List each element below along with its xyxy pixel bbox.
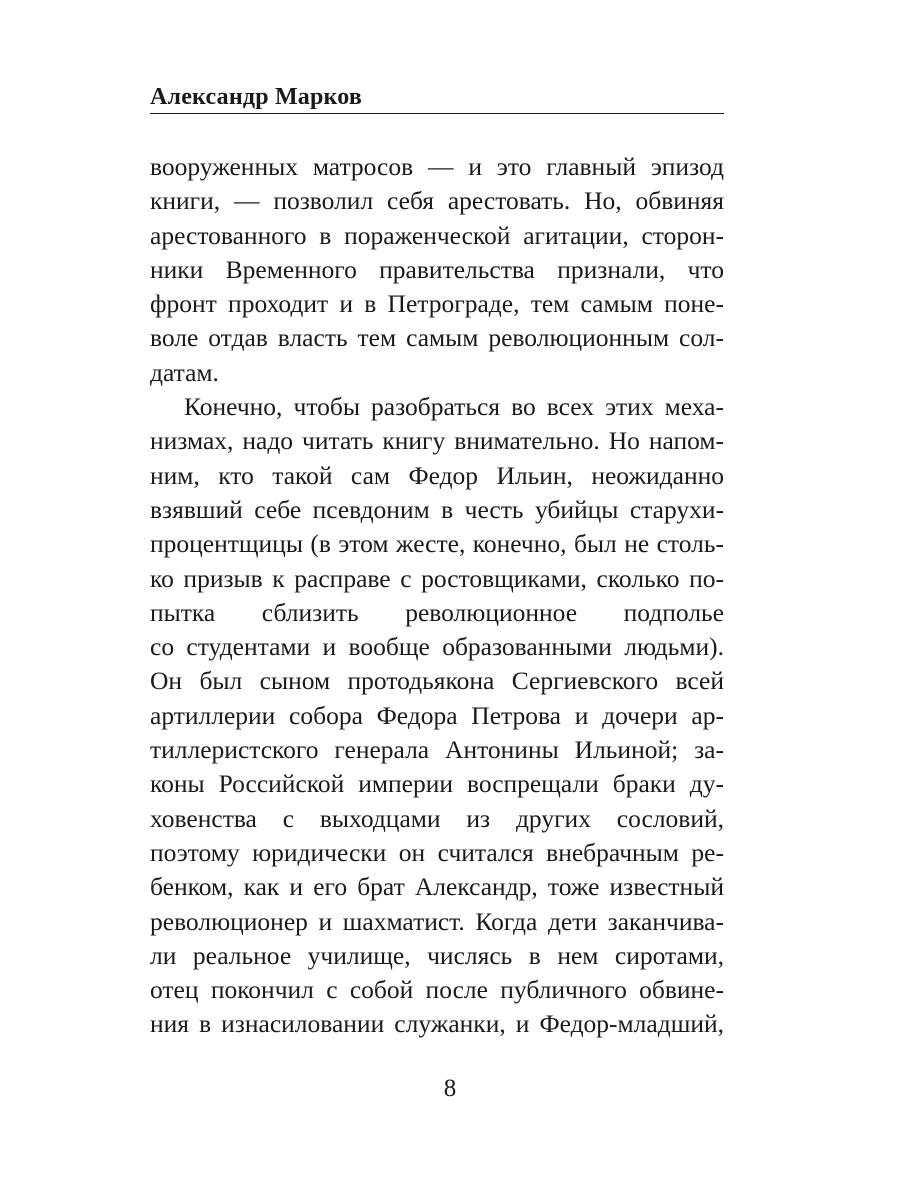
text-line: арестованного в пораженческой агитации, сторон- [150, 220, 724, 250]
text-line: революционер и шахматист. Когда дети заканчива- [150, 906, 724, 936]
text-line: бенком, как и его брат Александр, тоже известный [150, 872, 724, 902]
text-line: книги, — позволил себя арестовать. Но, обвиняя [150, 186, 724, 216]
text-line: воле отдав власть тем самым революционным сол- [150, 323, 724, 353]
text-line: датам. [150, 357, 219, 387]
text-line: тиллеристского генерала Антонины Ильиной; за- [150, 735, 724, 765]
text-line: со студентами и вообще образованными людьми). [150, 632, 724, 662]
text-line: коны Российской империи воспрещали браки ду- [150, 769, 724, 799]
text-line: ния в изнасиловании служанки, и Федор-младший, [150, 1009, 724, 1039]
paragraph-1 [150, 150, 724, 390]
paragraph-2 [150, 390, 724, 1042]
text-line: отец покончил с собой после публичного обвине- [150, 975, 724, 1005]
body-text [150, 150, 724, 1042]
text-line: Конечно, чтобы разобраться во всех этих меха- [184, 392, 724, 422]
text-line: низмах, надо читать книгу внимательно. Но напом- [150, 426, 724, 456]
text-line: ники Временного правительства признали, что [150, 254, 724, 284]
header-rule [150, 113, 724, 114]
text-line: пытка сблизить революционное подполье [150, 597, 724, 627]
text-line: Он был сыном протодьякона Сергиевского всей [150, 666, 724, 696]
text-line: артиллерии собора Федора Петрова и дочери ар- [150, 700, 724, 730]
text-line: фронт проходит и в Петрограде, тем самым поне- [150, 289, 724, 319]
text-line: процентщицы (в этом жесте, конечно, был не столь- [150, 529, 724, 559]
text-line: ховенства с выходцами из других сословий, [150, 803, 724, 833]
text-line: поэтому юридически он считался внебрачным ре- [150, 837, 724, 867]
text-line: взявший себе псевдоним в честь убийцы старухи- [150, 494, 724, 524]
page-number: 8 [443, 1075, 457, 1102]
text-line: ним, кто такой сам Федор Ильин, неожиданно [150, 460, 724, 490]
running-head-author: Александр Марков [150, 84, 363, 110]
text-line: вооруженных матросов — и это главный эпизод [150, 152, 724, 181]
text-line: ли реальное училище, числясь в нем сиротами, [150, 940, 724, 970]
text-line: ко призыв к расправе с ростовщиками, сколько по- [150, 563, 724, 593]
